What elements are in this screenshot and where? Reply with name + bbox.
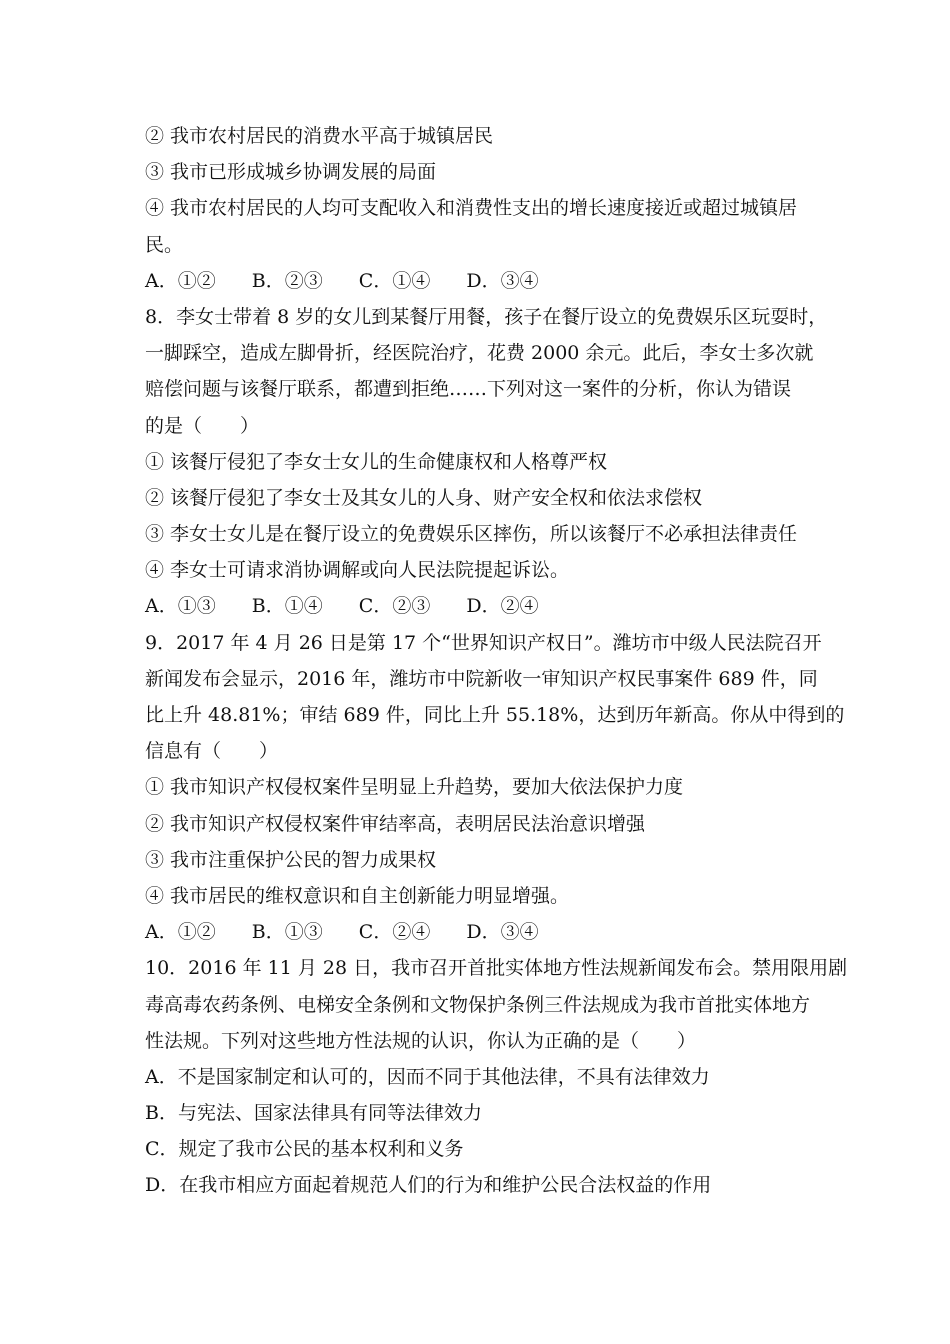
question-8 (145, 299, 828, 625)
question-content (145, 118, 848, 1204)
q9-stem-line: 比上升 48.81%；审结 689 件，同比上升 55.18%，达到历年新高。你从中得到的 (145, 704, 845, 726)
q7-option-b: B．②③ (251, 269, 323, 292)
q7-option-d: D．③④ (466, 269, 539, 292)
q8-option-d: D．②④ (466, 595, 539, 618)
q7-item-4-cont: 民。 (145, 233, 184, 256)
question-10 (145, 950, 848, 1203)
q9-stem-line: 9．2017 年 4 月 26 日是第 17 个“世界知识产权日”。潍坊市中级人民法院召开 (145, 631, 822, 654)
q9-option-c: C．②④ (358, 921, 431, 944)
q9-stem-line: 新闻发布会显示，2016 年，潍坊市中院新收一审知识产权民事案件 689 件，同 (145, 667, 818, 690)
q7-item-3: ③ 我市已形成城乡协调发展的局面 (145, 161, 437, 184)
q10-stem-line: 10．2016 年 11 月 28 日，我市召开首批实体地方性法规新闻发布会。禁用限用剧 (145, 957, 848, 980)
q9-item-4: ④ 我市居民的维权意识和自主创新能力明显增强。 (145, 884, 570, 907)
q10-option-b: B．与宪法、国家法律具有同等法律效力 (145, 1102, 482, 1125)
q10-option-d: D．在我市相应方面起着规范人们的行为和维护公民合法权益的作用 (145, 1174, 712, 1197)
question-9 (145, 625, 845, 951)
q7-option-a: A．①② (145, 269, 216, 292)
q9-item-1: ① 我市知识产权侵权案件呈明显上升趋势，要加大依法保护力度 (145, 776, 684, 799)
q9-stem-line: 信息有（ ） (145, 740, 279, 763)
q7-options (145, 263, 825, 299)
q8-item-4: ④ 李女士可请求消协调解或向人民法院提起诉讼。 (145, 559, 570, 582)
q9-item-3: ③ 我市注重保护公民的智力成果权 (145, 848, 437, 871)
q8-option-a: A．①③ (145, 595, 216, 618)
q10-option-a: A．不是国家制定和认可的，因而不同于其他法律，不具有法律效力 (145, 1065, 710, 1088)
q8-item-3: ③ 李女士女儿是在餐厅设立的免费娱乐区摔伤，所以该餐厅不必承担法律责任 (145, 523, 798, 546)
q10-option-c: C．规定了我市公民的基本权利和义务 (145, 1138, 464, 1161)
q7-item-4: ④ 我市农村居民的人均可支配收入和消费性支出的增长速度接近或超过城镇居 (145, 197, 798, 220)
q8-stem-line: 8．李女士带着 8 岁的女儿到某餐厅用餐，孩子在餐厅设立的免费娱乐区玩耍时， (145, 305, 828, 328)
q8-option-b: B．①④ (251, 595, 323, 618)
q9-option-b: B．①③ (251, 921, 323, 944)
question-7 (145, 118, 825, 299)
q10-stem-line: 毒高毒农药条例、电梯安全条例和文物保护条例三件法规成为我市首批实体地方 (145, 993, 811, 1016)
q10-stem-line: 性法规。下列对这些地方性法规的认识，你认为正确的是（ ） (145, 1029, 697, 1052)
q8-item-1: ① 该餐厅侵犯了李女士女儿的生命健康权和人格尊严权 (145, 450, 608, 473)
q8-stem-line: 的是（ ） (145, 414, 260, 437)
q9-option-d: D．③④ (466, 921, 539, 944)
q9-option-a: A．①② (145, 921, 216, 944)
q7-item-2: ② 我市农村居民的消费水平高于城镇居民 (145, 125, 494, 147)
q8-item-2: ② 该餐厅侵犯了李女士及其女儿的人身、财产安全权和依法求偿权 (145, 486, 703, 509)
q8-stem-line: 一脚踩空，造成左脚骨折，经医院治疗，花费 2000 余元。此后，李女士多次就 (145, 342, 814, 365)
q7-option-c: C．①④ (358, 269, 431, 292)
q8-stem-line: 赔偿问题与该餐厅联系，都遭到拒绝……下列对这一案件的分析，你认为错误 (145, 378, 792, 401)
q9-options (145, 914, 825, 950)
q8-option-c: C．②③ (358, 595, 431, 618)
q9-item-2: ② 我市知识产权侵权案件审结率高，表明居民法治意识增强 (145, 812, 646, 835)
q8-options (145, 588, 825, 624)
